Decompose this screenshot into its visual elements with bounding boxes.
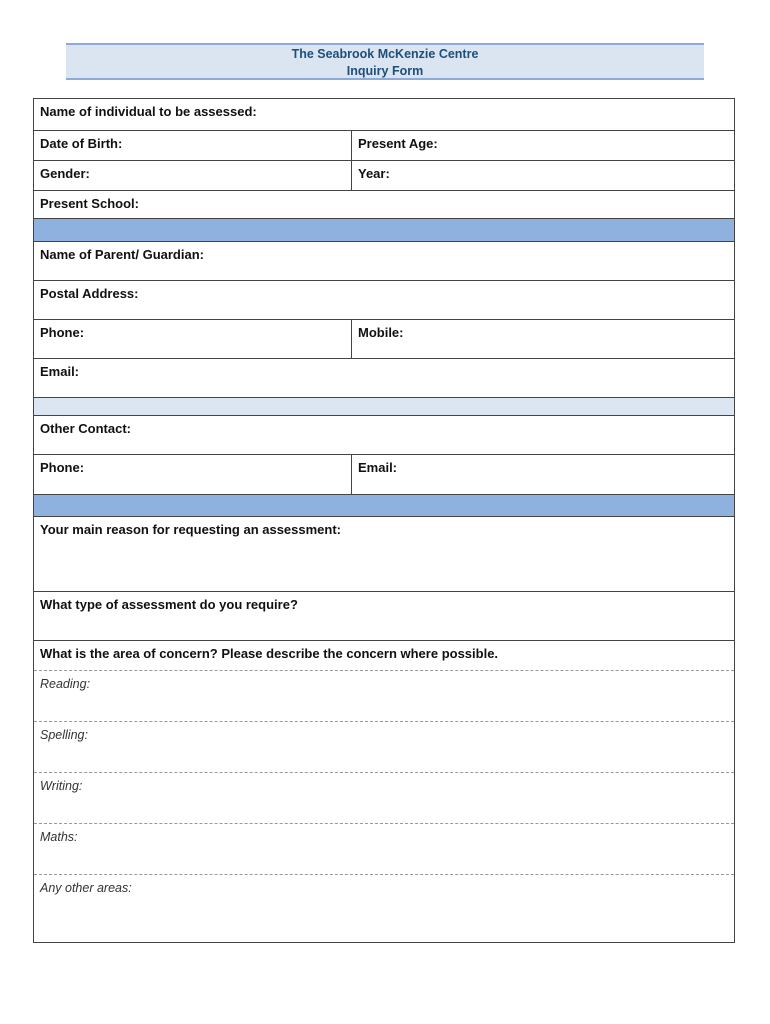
year-label: Year: [358,166,390,181]
spelling-row[interactable] [34,722,734,773]
parent-phone-field[interactable] [34,320,352,358]
parent-mobile-field[interactable] [352,320,734,358]
form-name: Inquiry Form [346,64,424,78]
other-contact-row[interactable] [34,416,734,455]
phone-mobile-row [34,320,734,359]
year-field[interactable] [352,161,734,190]
reading-label: Reading: [40,677,91,691]
dob-age-row [34,131,734,161]
other-phone-field[interactable] [34,455,352,494]
parent-name-label: Name of Parent/ Guardian: [40,247,204,262]
student-name-row[interactable] [34,99,734,131]
writing-row[interactable] [34,773,734,824]
writing-label: Writing: [40,779,83,793]
gender-field[interactable] [34,161,352,190]
school-row[interactable] [34,191,734,219]
org-name: The Seabrook McKenzie Centre [291,47,479,61]
dob-field[interactable] [34,131,352,160]
section-divider [34,398,734,416]
postal-address-row[interactable] [34,281,734,320]
other-email-label: Email: [358,460,398,475]
concern-label: What is the area of concern? Please describe the concern where possible. [40,646,499,661]
other-contact-label: Other Contact: [40,421,131,436]
assessment-type-label: What type of assessment do you require? [40,597,298,612]
section-divider [34,495,734,517]
parent-mobile-label: Mobile: [358,325,404,340]
other-email-field[interactable] [352,455,734,494]
reason-row[interactable] [34,517,734,592]
spelling-label: Spelling: [40,728,88,742]
postal-address-label: Postal Address: [40,286,139,301]
maths-row[interactable] [34,824,734,875]
school-label: Present School: [40,196,139,211]
other-phone-label: Phone: [40,460,85,475]
gender-year-row [34,161,734,191]
form-title-banner [66,43,704,80]
reason-label: Your main reason for requesting an assessment: [40,522,342,537]
other-phone-email-row [34,455,734,495]
section-divider [34,219,734,242]
parent-name-row[interactable] [34,242,734,281]
gender-label: Gender: [40,166,90,181]
age-label: Present Age: [358,136,438,151]
dob-label: Date of Birth: [40,136,123,151]
parent-email-label: Email: [40,364,80,379]
concern-row [34,641,734,671]
assessment-type-row[interactable] [34,592,734,641]
other-areas-label: Any other areas: [40,881,132,895]
student-name-label: Name of individual to be assessed: [40,104,257,119]
reading-row[interactable] [34,671,734,722]
inquiry-form [33,98,735,943]
other-areas-row[interactable] [34,875,734,942]
parent-phone-label: Phone: [40,325,85,340]
maths-label: Maths: [40,830,78,844]
parent-email-row[interactable] [34,359,734,398]
age-field[interactable] [352,131,734,160]
